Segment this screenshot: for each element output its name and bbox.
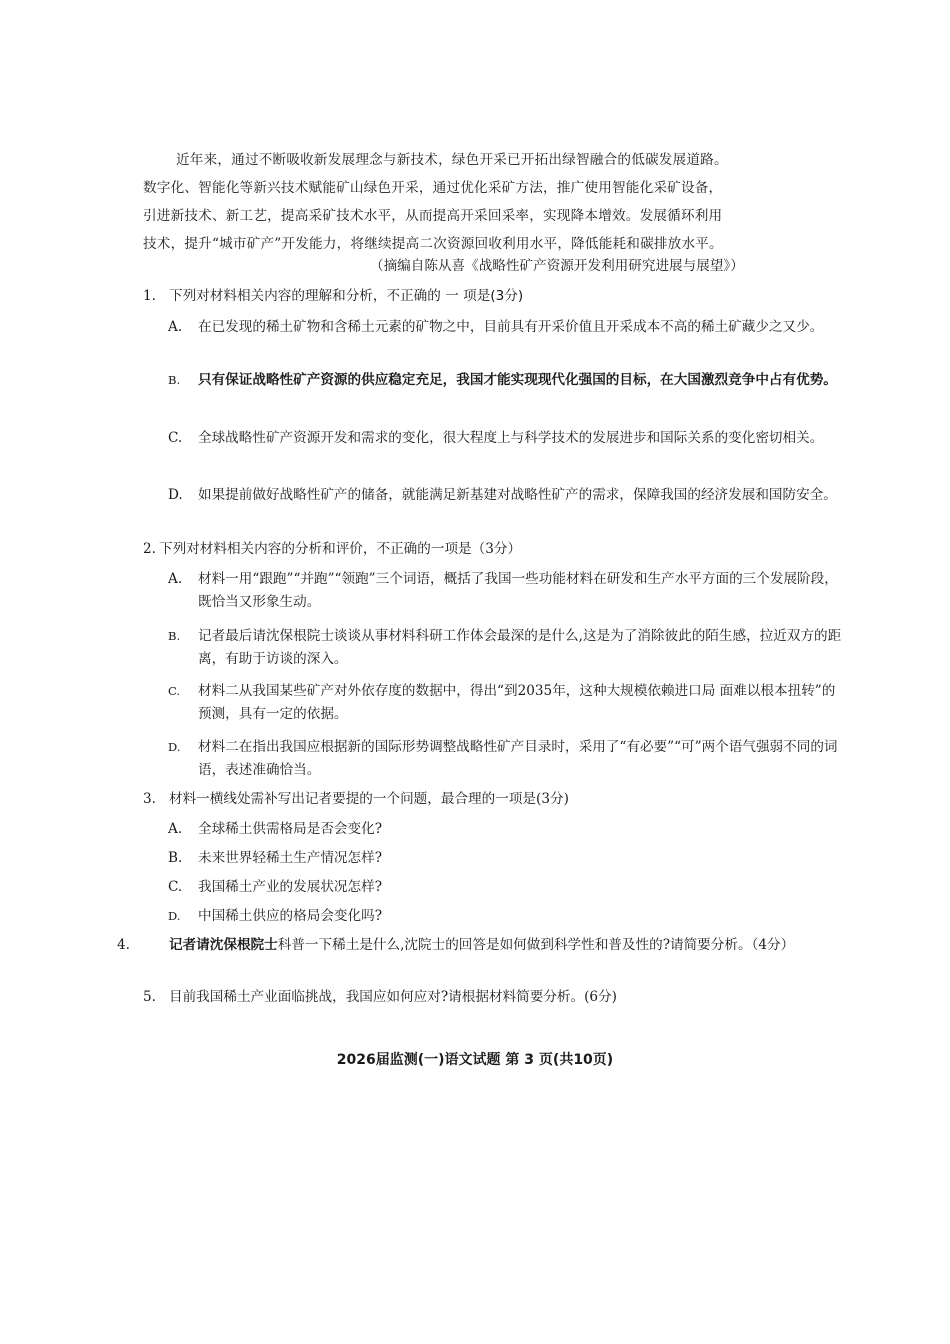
- option-text: 记者最后请沈保根院士谈谈从事材料科研工作体会最深的是什么,这是为了消除彼此的陌生感，拉近双方的距离，有助于访谈的深入。: [198, 628, 842, 667]
- passage-line: 数字化、智能化等新兴技术赋能矿山绿色开采，通过优化采矿方法，推广使用智能化采矿设备，: [143, 180, 723, 196]
- question-1-option-c: [168, 427, 848, 450]
- option-label: B.: [168, 850, 183, 866]
- question-text: 目前我国稀土产业面临挑战，我国应如何应对?请根据材料简要分析。(6分): [169, 989, 617, 1005]
- question-2: [143, 538, 823, 561]
- option-label: A.: [168, 821, 183, 837]
- option-text: 全球稀土供需格局是否会变化?: [198, 821, 383, 837]
- question-number: 1.: [143, 288, 156, 304]
- passage-line: 近年来，通过不断吸收新发展理念与新技术，绿色开采已开拓出绿智融合的低碳发展道路。: [176, 152, 728, 168]
- question-2-option-b: [168, 625, 848, 671]
- option-label: C.: [168, 430, 183, 446]
- passage-line: 引进新技术、新工艺，提高采矿技术水平，从而提高开采回采率，实现降本增效。发展循环利用: [143, 208, 723, 224]
- question-2-option-a: [168, 568, 848, 614]
- question-1-option-b: [168, 365, 848, 396]
- question-3-option-c: [168, 876, 848, 899]
- option-text: 只有保证战略性矿产资源的供应稳定充足，我国才能实现现代化强国的目标，在大国激烈竞争中占有优势。: [198, 372, 837, 388]
- question-3-option-d: [168, 905, 848, 928]
- question-number: 2.: [143, 541, 156, 557]
- option-text: 如果提前做好战略性矿产的储备，就能满足新基建对战略性矿产的需求，保障我国的经济发展和国防安全。: [198, 487, 837, 503]
- option-text: 在已发现的稀土矿物和含稀土元素的矿物之中，目前具有开采价值且开采成本不高的稀土矿藏少之又少。: [198, 319, 824, 335]
- question-number: 3.: [143, 791, 156, 807]
- question-1-option-d: [168, 484, 848, 507]
- passage-line: 技术，提升“城市矿产”开发能力，将继续提高二次资源回收利用水平，降低能耗和碳排放水平。: [143, 236, 723, 252]
- question-3: [143, 788, 823, 811]
- question-5: [143, 986, 823, 1009]
- question-text: 材料一横线处需补写出记者要提的一个问题，最合理的一项是(3分): [169, 791, 569, 807]
- question-number: 4.: [117, 937, 130, 953]
- option-label: A.: [168, 319, 183, 335]
- question-text: 科普一下稀土是什么,沈院士的回答是如何做到科学性和普及性的?请简要分析。（4分）: [277, 937, 795, 953]
- option-text: 我国稀土产业的发展状况怎样?: [198, 879, 383, 895]
- option-text: 中国稀土供应的格局会变化吗?: [198, 908, 383, 924]
- passage: [143, 146, 815, 258]
- option-label: B.: [168, 373, 181, 387]
- question-3-option-b: [168, 847, 848, 870]
- question-number: 5.: [143, 989, 156, 1005]
- option-label: C.: [168, 684, 181, 698]
- question-1: [143, 285, 823, 308]
- question-1-option-a: [168, 316, 848, 339]
- option-text: 材料一用“跟跑”“并跑”“领跑”三个词语，概括了我国一些功能材料在研发和生产水平方面的三个发展阶段，既恰当又形象生动。: [198, 571, 838, 610]
- option-text: 未来世界轻稀土生产情况怎样?: [198, 850, 383, 866]
- question-text: 下列对材料相关内容的分析和评价，不正确的一项是（3分）: [159, 541, 522, 557]
- question-3-option-a: [168, 818, 848, 841]
- question-text: 下列对材料相关内容的理解和分析，不正确的 一 项是(3分): [169, 288, 524, 304]
- option-label: A.: [168, 571, 183, 587]
- page-footer: 2026届监测(一)语文试题 第 3 页(共10页): [336, 1052, 614, 1068]
- question-4: [117, 934, 849, 957]
- option-text: 材料二从我国某些矿产对外依存度的数据中，得出“到2035年，这种大规模依赖进口局 面难以根本扭转”的预测，具有一定的依据。: [198, 683, 836, 722]
- option-label: C.: [168, 879, 183, 895]
- question-2-option-d: [168, 736, 848, 782]
- option-label: D.: [168, 740, 181, 754]
- option-text: 材料二在指出我国应根据新的国际形势调整战略性矿产目录时，采用了“有必要”“可”两个语气强弱不同的词语，表述准确恰当。: [198, 739, 838, 778]
- option-label: D.: [168, 487, 183, 503]
- passage-source: （摘编自陈从喜《战略性矿产资源开发利用研究进展与展望》）: [370, 258, 744, 274]
- question-text-bold: 记者请沈保根院士: [169, 937, 278, 953]
- question-2-option-c: [168, 680, 848, 726]
- option-label: B.: [168, 629, 181, 643]
- option-text: 全球战略性矿产资源开发和需求的变化，很大程度上与科学技术的发展进步和国际关系的变化密切相关。: [198, 430, 824, 446]
- option-label: D.: [168, 909, 181, 923]
